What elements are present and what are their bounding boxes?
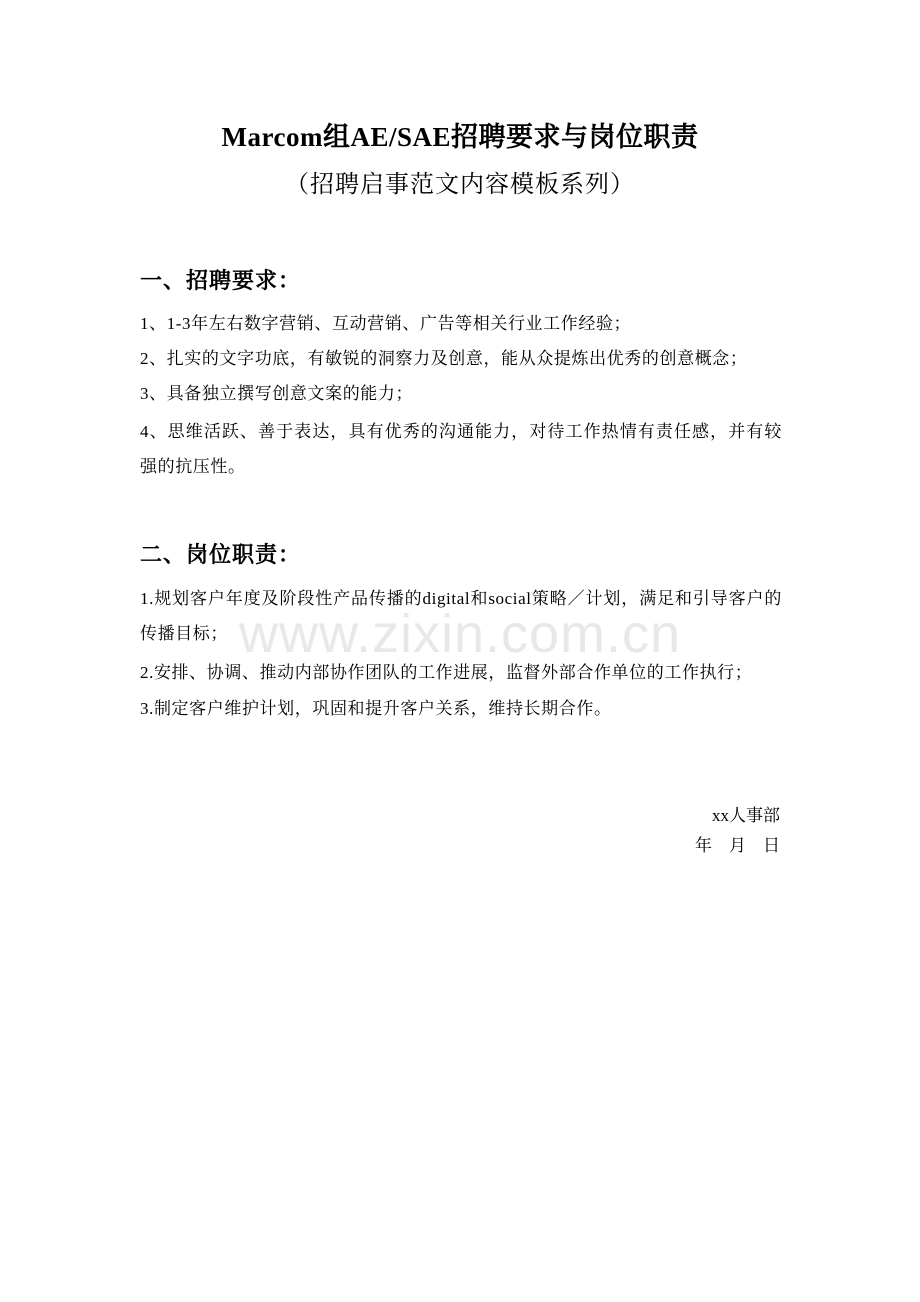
- requirement-item: 2、扎实的文字功底，有敏锐的洞察力及创意，能从众提炼出优秀的创意概念；: [140, 349, 748, 368]
- requirement-item: 4、思维活跃、善于表达，具有优秀的沟通能力，对待工作热情有责任感，并有较强的抗压性。: [140, 422, 782, 476]
- section-heading-requirements: 一、招聘要求：: [140, 269, 302, 294]
- watermark: www.zixin.com.cn: [238, 604, 682, 664]
- duty-item: 1.规划客户年度及阶段性产品传播的digital和social策略／计划，满足和引导客户的传播目标；: [140, 589, 782, 643]
- duty-item: 3.制定客户维护计划，巩固和提升客户关系，维持长期合作。: [140, 699, 612, 718]
- section-heading-duties: 二、岗位职责：: [140, 543, 302, 568]
- signature-department: xx人事部: [712, 806, 780, 825]
- requirement-item: 1、1-3年左右数字营销、互动营销、广告等相关行业工作经验；: [140, 314, 632, 333]
- signature-date: 年 月 日: [695, 836, 780, 855]
- duty-item: 2.安排、协调、推动内部协作团队的工作进展，监督外部合作单位的工作执行；: [140, 663, 753, 682]
- document-title: Marcom组AE/SAE招聘要求与岗位职责: [221, 122, 699, 152]
- requirement-item: 3、具备独立撰写创意文案的能力；: [140, 384, 414, 403]
- document-subtitle: （招聘启事范文内容模板系列）: [285, 172, 635, 198]
